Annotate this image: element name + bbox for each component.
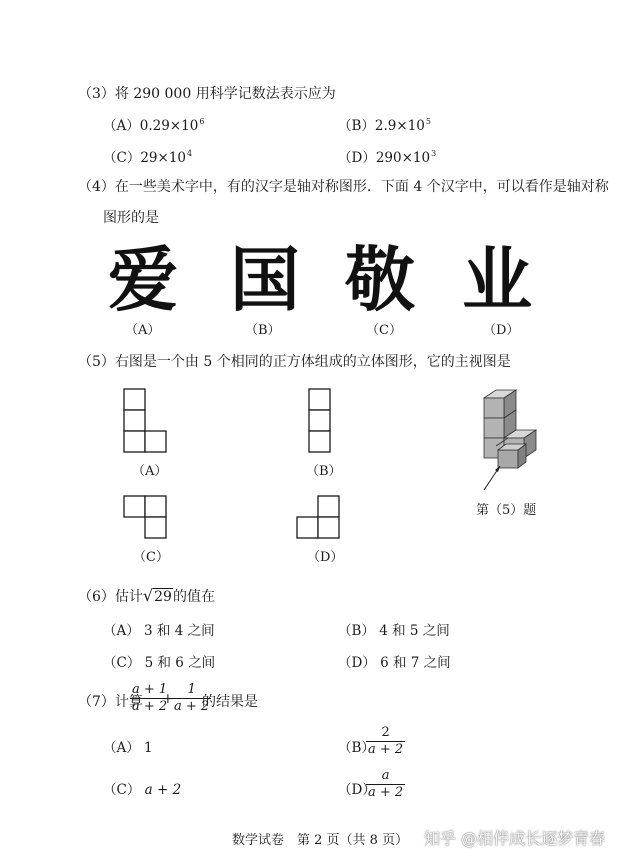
- q7-plus: +: [162, 691, 174, 707]
- q7-option-d-fraction: $\frac{a}{a + 2}$: [368, 768, 404, 800]
- q5-label-a: （A）: [132, 464, 168, 479]
- q7-option-b-label: （B）: [338, 740, 375, 756]
- watermark: 知乎 @相伴成长逐梦青春: [424, 829, 606, 848]
- q4-label-d: （D）: [483, 323, 520, 338]
- q4-char-a: 爱: [108, 239, 178, 321]
- q3-option-a: $(A)0.29\times 10^6$: [103, 117, 205, 134]
- sqrt-radicand: 29: [154, 589, 172, 605]
- q3-option-d: $(D)290\times 10^3$: [338, 149, 437, 166]
- q5-option-a-figure: [120, 385, 172, 457]
- q5-figure-caption: 第（5）题: [476, 503, 537, 518]
- q5-label-c: （C）: [133, 550, 169, 565]
- q5-stem: （5）右图是一个由 5 个相同的正方体组成的立体图形，它的主视图是: [78, 354, 511, 370]
- q3-stem: （3）将 290 000 用科学记数法表示应为: [78, 86, 336, 102]
- q4-stem-line2: 图形的是: [103, 210, 159, 226]
- q4-char-c: 敬: [345, 239, 415, 321]
- q7-option-c: （C） a + 2: [103, 782, 182, 798]
- q6-option-d: （D） 6 和 7 之间: [338, 655, 451, 671]
- q5-solid-figure: [470, 380, 550, 495]
- q4-label-a: （A）: [125, 323, 161, 338]
- q6-option-b: （B） 4 和 5 之间: [338, 623, 450, 639]
- q4-char-b: 国: [230, 239, 300, 321]
- q5-label-d: （D）: [307, 550, 344, 565]
- q5-label-b: （B）: [306, 464, 342, 479]
- q7-fraction-1: $\frac{a + 1}{a + 2}$: [132, 682, 168, 714]
- q6-option-a: （A） 3 和 4 之间: [103, 623, 215, 639]
- q7-option-d-label: （D）: [338, 782, 376, 798]
- q7-option-a: （A） 1: [103, 740, 153, 756]
- q7-stem-suffix: 的结果是: [202, 694, 258, 710]
- q7-fraction-2: $\frac{1}{a + 2}$: [174, 682, 210, 714]
- q4-stem-line1: （4）在一些美术字中，有的汉字是轴对称图形．下面 4 个汉字中，可以看作是轴对称: [78, 179, 609, 195]
- q6-stem: （6）估计√29的值在: [78, 586, 215, 605]
- q7-option-b-fraction: $\frac{2}{a + 2}$: [368, 725, 404, 757]
- q6-option-c: （C） 5 和 6 之间: [103, 655, 216, 671]
- q5-option-c-figure: [120, 492, 172, 542]
- q3-option-c: $(C)29\times 10^4$: [103, 149, 193, 166]
- q4-label-b: （B）: [245, 323, 281, 338]
- sqrt-symbol: √: [142, 586, 154, 605]
- q4-label-c: （C）: [366, 323, 402, 338]
- q5-option-d-figure: [293, 492, 345, 542]
- q7-stem-prefix: （7）计算: [78, 694, 143, 710]
- q5-option-b-figure: [304, 385, 336, 457]
- q3-option-b: $(B)2.9\times 10^5$: [338, 117, 431, 134]
- q4-char-d: 业: [462, 239, 532, 321]
- page-footer: 数学试卷 第 2 页（共 8 页）: [232, 833, 409, 848]
